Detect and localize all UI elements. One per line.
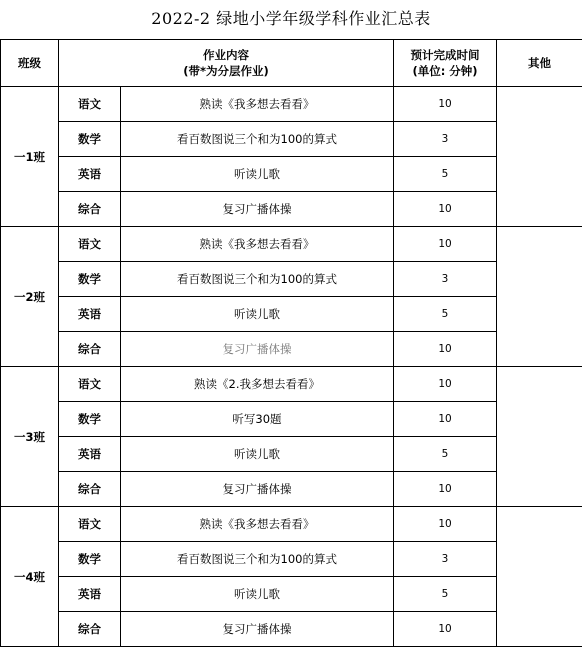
task-cell: 熟读《2.我多想去看看》 bbox=[121, 367, 394, 402]
subject-cell: 英语 bbox=[59, 297, 121, 332]
class-name-cell: 一1班 bbox=[1, 87, 59, 227]
subject-cell: 数学 bbox=[59, 262, 121, 297]
table-row bbox=[1, 612, 582, 647]
time-cell: 3 bbox=[394, 122, 497, 157]
subject-cell: 英语 bbox=[59, 157, 121, 192]
table-row bbox=[1, 507, 582, 542]
time-cell: 3 bbox=[394, 542, 497, 577]
subject-cell: 语文 bbox=[59, 367, 121, 402]
subject-cell: 综合 bbox=[59, 332, 121, 367]
header-time-line1: 预计完成时间 bbox=[410, 48, 480, 62]
time-cell: 5 bbox=[394, 297, 497, 332]
table-row bbox=[1, 577, 582, 612]
task-cell: 熟读《我多想去看看》 bbox=[121, 87, 394, 122]
table-row bbox=[1, 157, 582, 192]
table-row bbox=[1, 122, 582, 157]
table-row bbox=[1, 262, 582, 297]
task-cell: 复习广播体操 bbox=[121, 472, 394, 507]
time-cell: 3 bbox=[394, 262, 497, 297]
subject-cell: 综合 bbox=[59, 192, 121, 227]
other-cell bbox=[497, 227, 582, 367]
time-cell: 10 bbox=[394, 507, 497, 542]
subject-cell: 综合 bbox=[59, 612, 121, 647]
time-cell: 5 bbox=[394, 157, 497, 192]
subject-cell: 数学 bbox=[59, 542, 121, 577]
table-row bbox=[1, 227, 582, 262]
subject-cell: 综合 bbox=[59, 472, 121, 507]
subject-cell: 英语 bbox=[59, 577, 121, 612]
header-class: 班级 bbox=[1, 40, 59, 87]
task-cell: 看百数图说三个和为100的算式 bbox=[121, 122, 394, 157]
table-row bbox=[1, 542, 582, 577]
time-cell: 10 bbox=[394, 87, 497, 122]
table-row bbox=[1, 402, 582, 437]
table-header-row bbox=[1, 40, 582, 87]
header-content-line2: (带*为分层作业) bbox=[183, 64, 269, 78]
time-cell: 10 bbox=[394, 367, 497, 402]
other-cell bbox=[497, 507, 582, 647]
subject-cell: 数学 bbox=[59, 122, 121, 157]
task-cell: 看百数图说三个和为100的算式 bbox=[121, 542, 394, 577]
subject-cell: 语文 bbox=[59, 87, 121, 122]
homework-summary-table bbox=[0, 39, 582, 647]
table-row bbox=[1, 297, 582, 332]
time-cell: 10 bbox=[394, 612, 497, 647]
header-content-line1: 作业内容 bbox=[203, 48, 249, 62]
header-content bbox=[59, 40, 394, 87]
task-cell: 听读儿歌 bbox=[121, 157, 394, 192]
task-cell: 听写30题 bbox=[121, 402, 394, 437]
task-cell: 听读儿歌 bbox=[121, 437, 394, 472]
task-cell: 看百数图说三个和为100的算式 bbox=[121, 262, 394, 297]
task-cell: 复习广播体操 bbox=[121, 192, 394, 227]
table-row bbox=[1, 332, 582, 367]
task-cell: 听读儿歌 bbox=[121, 577, 394, 612]
time-cell: 10 bbox=[394, 192, 497, 227]
class-name-cell: 一2班 bbox=[1, 227, 59, 367]
other-cell bbox=[497, 87, 582, 227]
header-time bbox=[394, 40, 497, 87]
task-cell: 熟读《我多想去看看》 bbox=[121, 507, 394, 542]
time-cell: 10 bbox=[394, 472, 497, 507]
subject-cell: 语文 bbox=[59, 227, 121, 262]
time-cell: 10 bbox=[394, 402, 497, 437]
task-cell: 复习广播体操 bbox=[121, 612, 394, 647]
time-cell: 10 bbox=[394, 332, 497, 367]
time-cell: 10 bbox=[394, 227, 497, 262]
header-time-line2: (单位: 分钟) bbox=[412, 64, 478, 78]
header-other: 其他 bbox=[497, 40, 582, 87]
task-cell: 复习广播体操 bbox=[121, 332, 394, 367]
subject-cell: 语文 bbox=[59, 507, 121, 542]
page-title: 2022-2 绿地小学年级学科作业汇总表 bbox=[151, 9, 431, 28]
table-row bbox=[1, 87, 582, 122]
subject-cell: 英语 bbox=[59, 437, 121, 472]
time-cell: 5 bbox=[394, 437, 497, 472]
subject-cell: 数学 bbox=[59, 402, 121, 437]
time-cell: 5 bbox=[394, 577, 497, 612]
table-row bbox=[1, 472, 582, 507]
other-cell bbox=[497, 367, 582, 507]
table-row bbox=[1, 192, 582, 227]
class-name-cell: 一4班 bbox=[1, 507, 59, 647]
task-cell: 听读儿歌 bbox=[121, 297, 394, 332]
class-name-cell: 一3班 bbox=[1, 367, 59, 507]
task-cell: 熟读《我多想去看看》 bbox=[121, 227, 394, 262]
table-row bbox=[1, 367, 582, 402]
table-row bbox=[1, 437, 582, 472]
